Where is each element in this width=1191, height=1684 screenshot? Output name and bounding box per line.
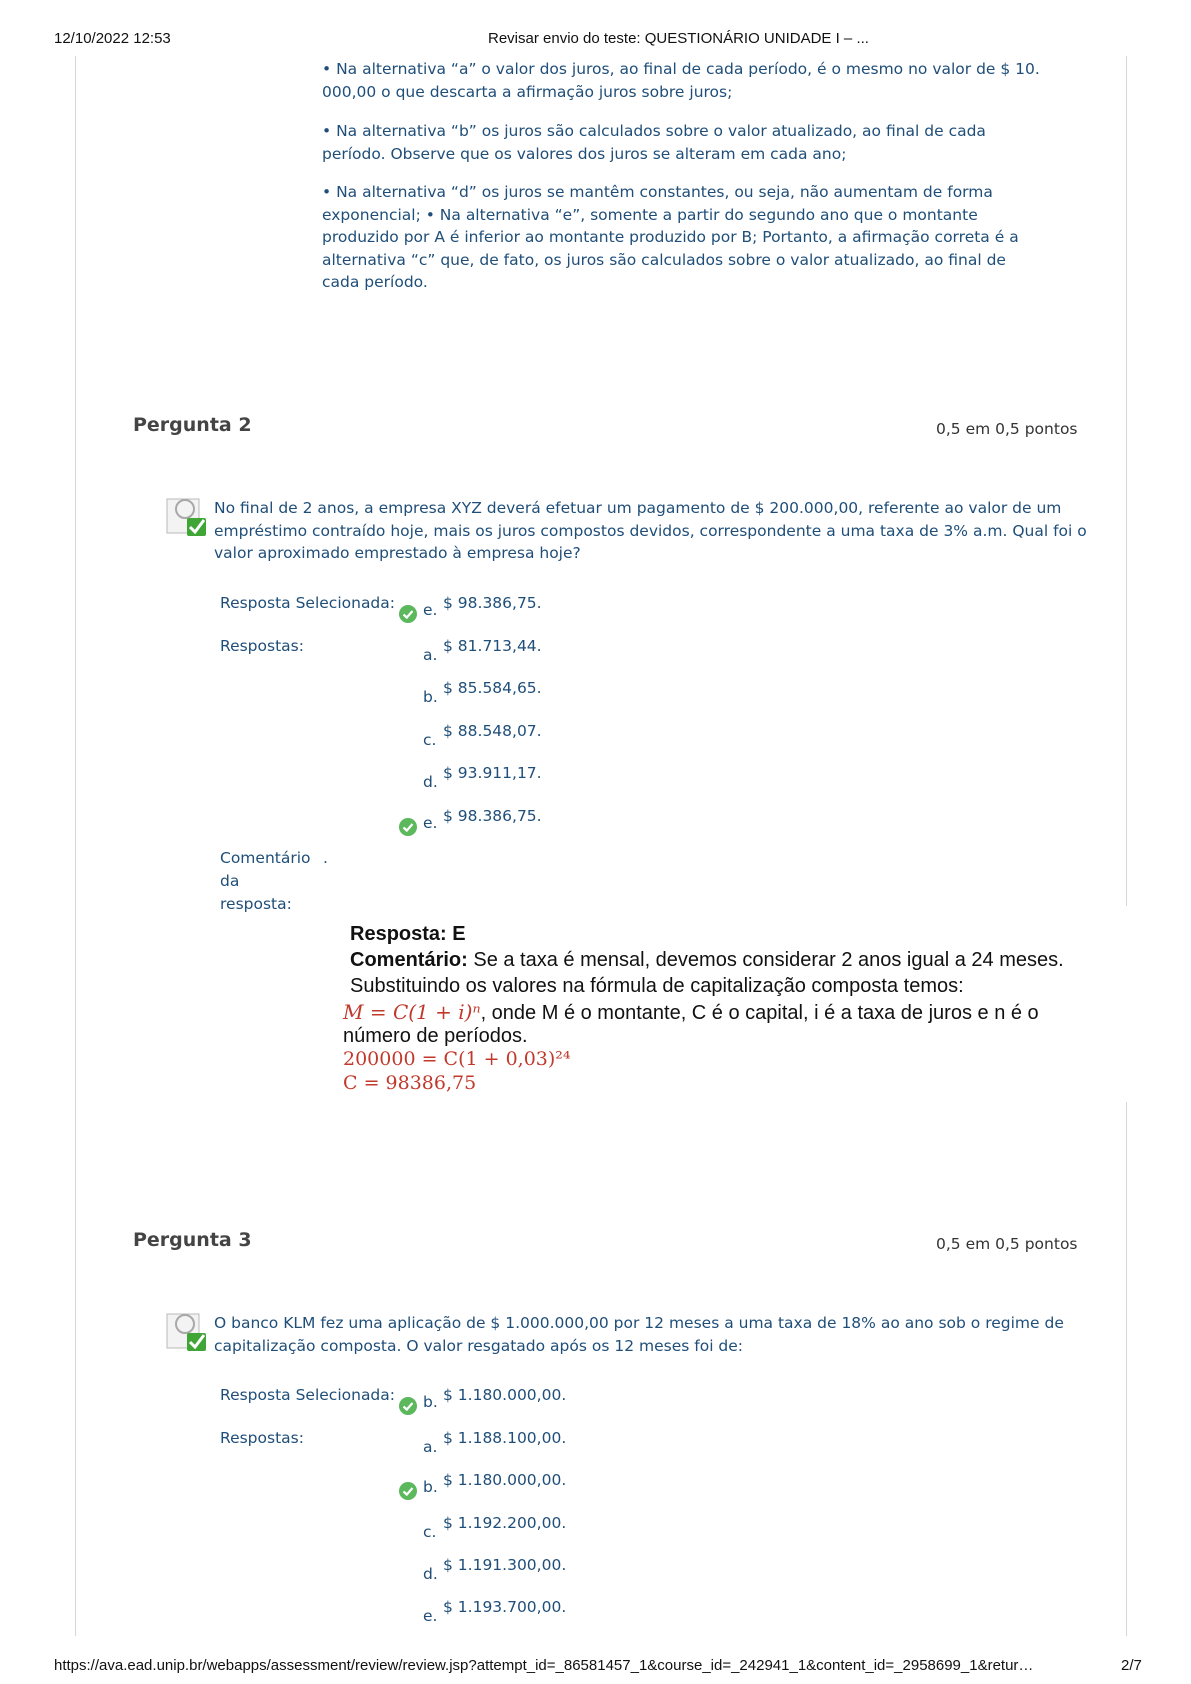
answer-letter: c. — [423, 1523, 437, 1541]
question-title: Pergunta 2 — [133, 414, 252, 436]
selected-answer-label: Resposta Selecionada: — [220, 594, 395, 612]
comment-formula-line — [343, 1000, 1039, 1025]
answer-letter: b. — [423, 1478, 438, 1496]
comment-image — [323, 917, 1143, 1102]
print-page-number: 2/7 — [1121, 1657, 1142, 1674]
correct-check-icon — [399, 1397, 417, 1415]
comment-answer-line: Resposta: E — [350, 923, 466, 945]
answer-value: $ 1.188.100,00. — [443, 1429, 567, 1447]
answer-value: $ 93.911,17. — [443, 764, 542, 782]
left-border — [75, 56, 76, 1636]
answer-value: $ 1.191.300,00. — [443, 1556, 567, 1574]
correct-question-icon — [166, 1311, 208, 1353]
question-score: 0,5 em 0,5 pontos — [936, 1235, 1078, 1253]
answer-letter: e. — [423, 1607, 438, 1625]
selected-answer-letter: b. — [423, 1393, 438, 1411]
answer-letter: a. — [423, 646, 438, 664]
print-datetime: 12/10/2022 12:53 — [54, 30, 171, 47]
answer-value: $ 1.180.000,00. — [443, 1471, 567, 1489]
comment-line-2: Substituindo os valores na fórmula de capitalização composta temos: — [350, 975, 964, 997]
question-score: 0,5 em 0,5 pontos — [936, 420, 1078, 438]
answer-letter: d. — [423, 1565, 438, 1583]
selected-answer-label: Resposta Selecionada: — [220, 1386, 395, 1404]
prev-comment-paragraph-2: • Na alternativa “b” os juros são calculados sobre o valor atualizado, ao final de cada período. Observe que os valores dos juros se alteram em cada ano; — [322, 122, 986, 163]
answer-value: $ 81.713,44. — [443, 637, 542, 655]
correct-check-icon — [399, 1482, 417, 1500]
comment-label-line-1: Comentário — [220, 849, 311, 867]
question-text: O banco KLM fez uma aplicação de $ 1.000.000,00 por 12 meses a uma taxa de 18% ao ano sob o regime de capitalização composta. O valor resgatado após os 12 meses foi de: — [214, 1314, 1064, 1355]
answers-label: Respostas: — [220, 1429, 304, 1447]
print-title: Revisar envio do teste: QUESTIONÁRIO UNIDADE I – ... — [488, 30, 869, 47]
comment-dot: . — [323, 849, 328, 867]
comment-line-1-text: Se a taxa é mensal, devemos considerar 2 anos igual a 24 meses. — [467, 949, 1064, 971]
correct-check-icon — [399, 605, 417, 623]
answer-value: $ 1.192.200,00. — [443, 1514, 567, 1532]
answer-value: $ 1.193.700,00. — [443, 1598, 567, 1616]
question-title: Pergunta 3 — [133, 1229, 252, 1251]
selected-answer-value: $ 98.386,75. — [443, 594, 542, 612]
right-border-top — [1126, 56, 1127, 906]
correct-check-icon — [399, 818, 417, 836]
comment-label-line-3: resposta: — [220, 895, 292, 913]
answer-letter: b. — [423, 688, 438, 706]
question-text: No final de 2 anos, a empresa XYZ deverá efetuar um pagamento de $ 200.000,00, referente ao valor de um empréstimo contraído hoje, mais os juros compostos devidos, correspondente a uma taxa de 3% a.m. Qual foi o valor aproximado emprestado à empresa hoje? — [214, 499, 1087, 562]
prev-comment-paragraph-1: • Na alternativa “a” o valor dos juros, ao final de cada período, é o mesmo no valor de $ 10. 000,00 o que descarta a afirmação juros sobre juros; — [322, 60, 1040, 101]
answer-letter: a. — [423, 1438, 438, 1456]
right-border-bottom — [1126, 1102, 1127, 1636]
selected-answer-value: $ 1.180.000,00. — [443, 1386, 567, 1404]
formula-result: C = 98386,75 — [343, 1072, 477, 1094]
answers-label: Respostas: — [220, 637, 304, 655]
prev-comment-paragraph-3: • Na alternativa “d” os juros se mantêm constantes, ou seja, não aumentam de forma exponencial; • Na alternativa “e”, somente a partir do segundo ano que o montante produzido por A é inferior ao montante produzido por B; Portanto, a afirmação correta é a alternativa “c” que, de fato, os juros são calculados sobre o valor atualizado, ao final de cada período. — [322, 183, 1019, 291]
print-url: https://ava.ead.unip.br/webapps/assessment/review/review.jsp?attempt_id=_86581457_1&course_id=_242941_1&content_id=_2958699_1&retur… — [54, 1657, 1034, 1674]
answer-value: $ 85.584,65. — [443, 679, 542, 697]
comment-label-line-2: da — [220, 872, 240, 890]
formula-explanation: , onde M é o montante, C é o capital, i é a taxa de juros e n é o — [480, 1002, 1039, 1024]
answer-letter: d. — [423, 773, 438, 791]
answer-letter: c. — [423, 731, 437, 749]
correct-question-icon — [166, 496, 208, 538]
comment-bold-label: Comentário: — [350, 949, 468, 971]
answer-letter: e. — [423, 814, 438, 832]
formula-compound-interest: M = C(1 + i)ⁿ — [343, 1000, 481, 1024]
answer-value: $ 98.386,75. — [443, 807, 542, 825]
answer-value: $ 88.548,07. — [443, 722, 542, 740]
comment-line-4: número de períodos. — [343, 1025, 528, 1047]
selected-answer-letter: e. — [423, 601, 438, 619]
comment-line-1 — [350, 949, 1064, 972]
formula-substitution: 200000 = C(1 + 0,03)²⁴ — [343, 1048, 571, 1070]
